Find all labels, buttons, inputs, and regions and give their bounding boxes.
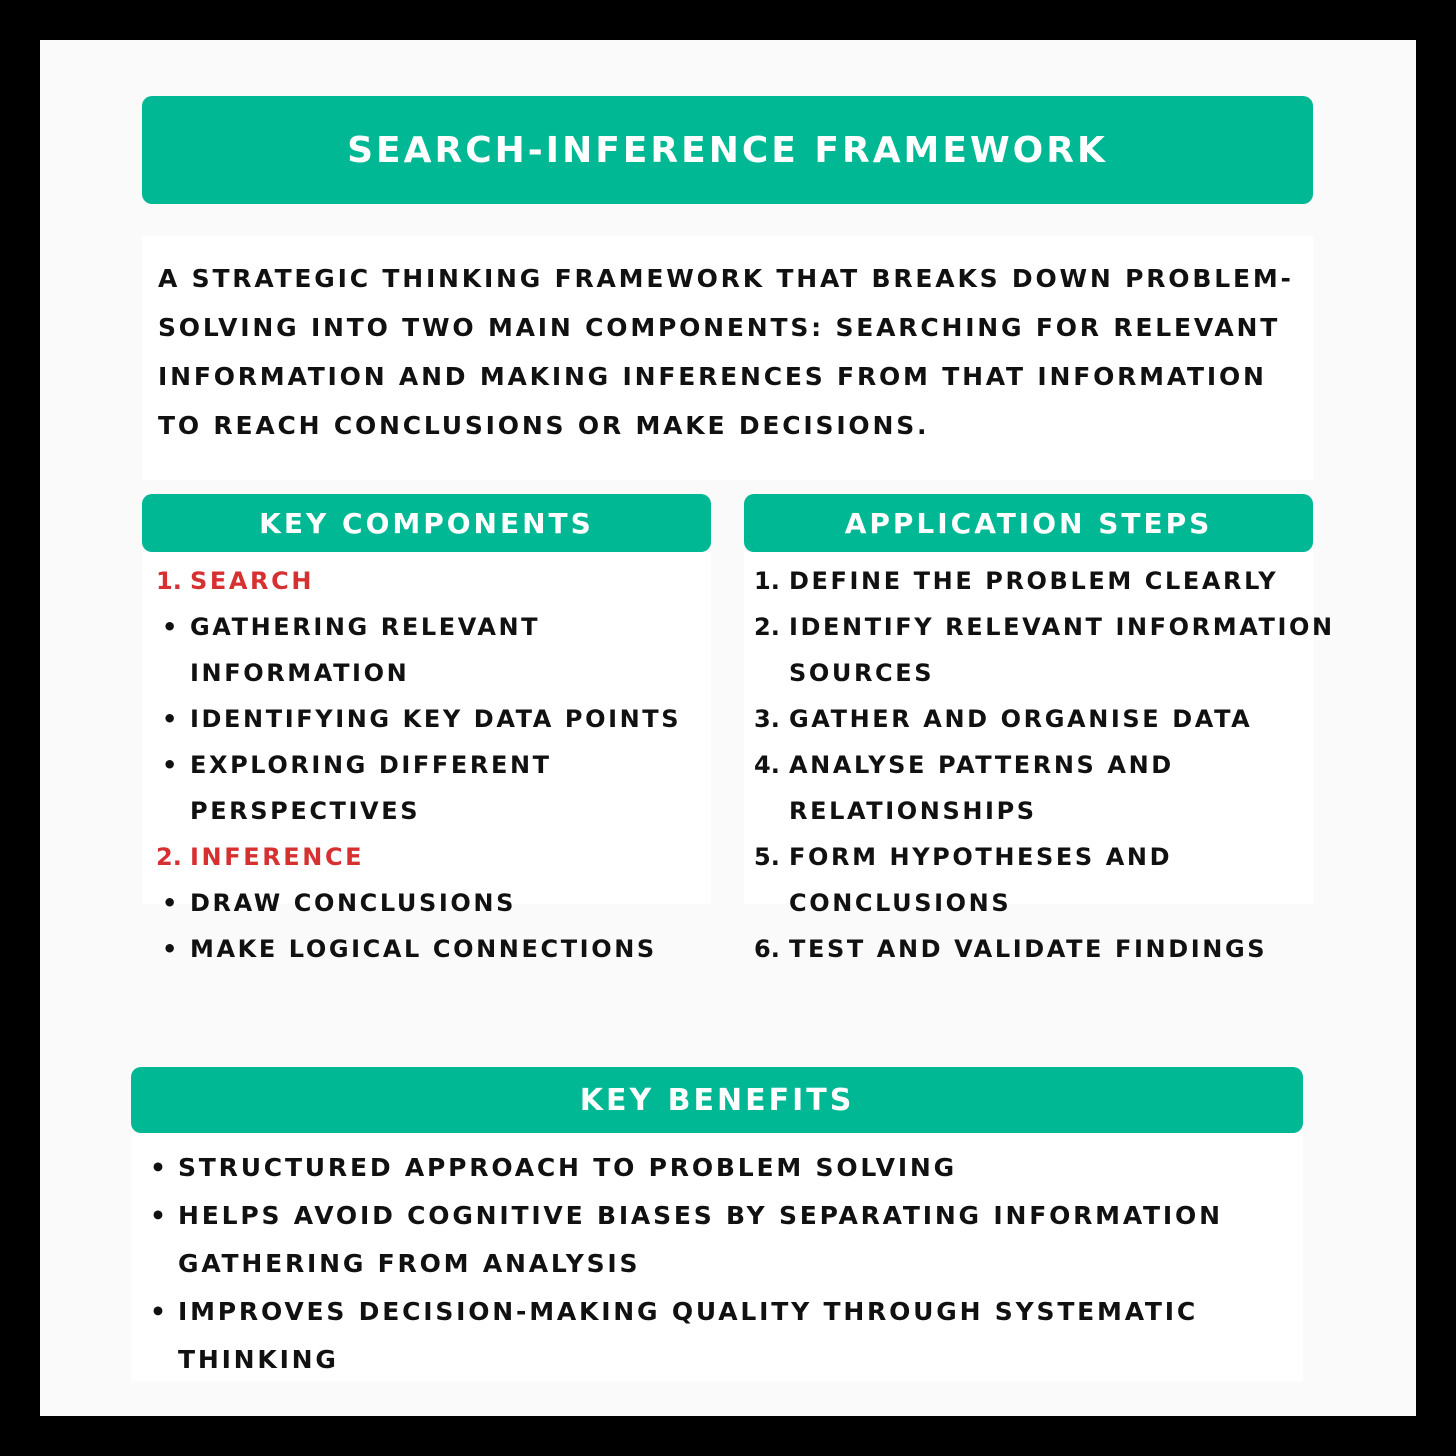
bullet-icon: • (162, 613, 180, 641)
bullet-icon: • (150, 1201, 169, 1230)
bullet-icon: • (162, 751, 180, 779)
step-item (754, 696, 1354, 742)
bullet-icon: • (150, 1297, 169, 1326)
step-number: 3. (754, 705, 780, 733)
list-item-text: MAKE LOGICAL CONNECTIONS (190, 935, 657, 963)
group-number: 2. (156, 843, 182, 871)
component-group-search (156, 558, 716, 604)
step-number: 2. (754, 613, 780, 641)
list-item (156, 742, 716, 834)
step-item (754, 926, 1354, 972)
step-item (754, 558, 1354, 604)
group-label: INFERENCE (190, 843, 365, 871)
step-item (754, 604, 1354, 696)
list-item (156, 926, 716, 972)
key-components-banner (142, 494, 711, 552)
intro-panel (142, 236, 1313, 480)
benefit-text: IMPROVES DECISION-MAKING QUALITY THROUGH SYSTEMATIC THINKING (178, 1297, 1199, 1374)
key-benefits-banner (131, 1067, 1303, 1133)
benefit-text: HELPS AVOID COGNITIVE BIASES BY SEPARATING INFORMATION GATHERING FROM ANALYSIS (178, 1201, 1223, 1278)
component-group-inference (156, 834, 716, 880)
key-components-list (156, 558, 716, 972)
benefit-item (146, 1288, 1306, 1384)
list-item (156, 604, 716, 696)
group-label: SEARCH (190, 567, 315, 595)
step-text: DEFINE THE PROBLEM CLEARLY (789, 567, 1279, 595)
step-item (754, 742, 1354, 834)
bullet-icon: • (162, 889, 180, 917)
benefit-item (146, 1192, 1306, 1288)
benefit-text: STRUCTURED APPROACH TO PROBLEM SOLVING (178, 1153, 957, 1182)
infographic-page (40, 40, 1416, 1416)
list-item-text: IDENTIFYING KEY DATA POINTS (190, 705, 682, 733)
intro-text: A STRATEGIC THINKING FRAMEWORK THAT BREAKS DOWN PROBLEM-SOLVING INTO TWO MAIN COMPONENTS: SEARCHING FOR RELEVANT INFORMATION AND MAKING INFERENCES FROM THAT INFORMATION TO REACH CONCLUSIONS OR MAKE DECISIONS. (158, 264, 1294, 440)
step-item (754, 834, 1354, 926)
step-text: TEST AND VALIDATE FINDINGS (789, 935, 1268, 963)
key-benefits-list (146, 1144, 1306, 1384)
title-banner (142, 96, 1313, 204)
list-item-text: EXPLORING DIFFERENT PERSPECTIVES (190, 751, 552, 825)
step-text: IDENTIFY RELEVANT INFORMATION SOURCES (789, 613, 1335, 687)
bullet-icon: • (150, 1153, 169, 1182)
list-item-text: GATHERING RELEVANT INFORMATION (190, 613, 541, 687)
key-components-heading: KEY COMPONENTS (259, 506, 594, 540)
step-text: FORM HYPOTHESES AND CONCLUSIONS (789, 843, 1173, 917)
bullet-icon: • (162, 935, 180, 963)
application-steps-heading: APPLICATION STEPS (844, 506, 1213, 540)
list-item-text: DRAW CONCLUSIONS (190, 889, 516, 917)
list-item (156, 880, 716, 926)
step-number: 4. (754, 751, 780, 779)
benefit-item (146, 1144, 1306, 1192)
group-number: 1. (156, 567, 182, 595)
key-benefits-heading: KEY BENEFITS (579, 1082, 855, 1118)
step-number: 5. (754, 843, 780, 871)
bullet-icon: • (162, 705, 180, 733)
application-steps-list (754, 558, 1354, 972)
application-steps-banner (744, 494, 1313, 552)
step-text: ANALYSE PATTERNS AND RELATIONSHIPS (789, 751, 1174, 825)
step-text: GATHER AND ORGANISE DATA (789, 705, 1253, 733)
page-title: SEARCH-INFERENCE FRAMEWORK (347, 129, 1108, 171)
step-number: 1. (754, 567, 780, 595)
step-number: 6. (754, 935, 780, 963)
list-item (156, 696, 716, 742)
